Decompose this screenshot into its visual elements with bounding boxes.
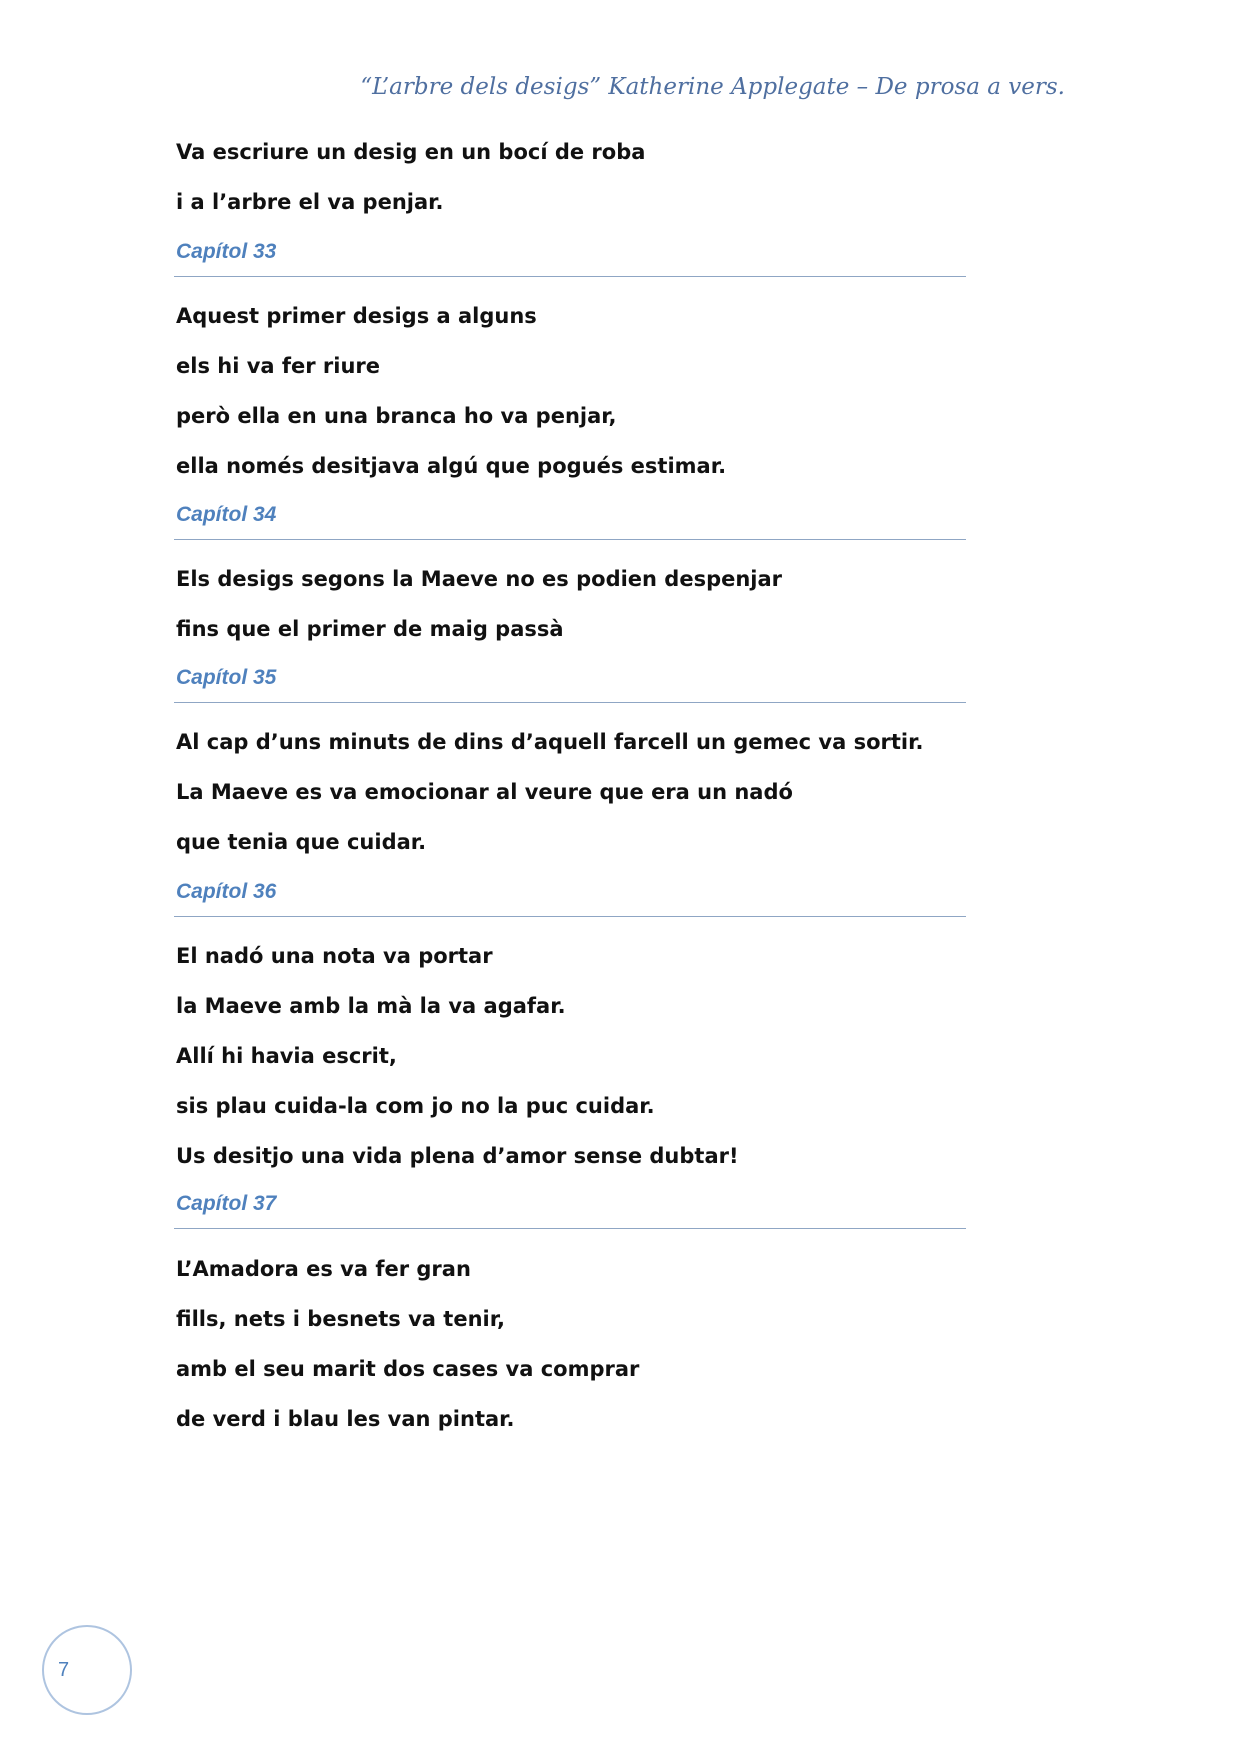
chapter-divider [174, 916, 966, 917]
verse-line: que tenia que cuidar. [176, 830, 427, 854]
chapter-heading [176, 503, 964, 527]
verse-line: L’Amadora es va fer gran [176, 1257, 471, 1281]
chapter-title: Capítol 34 [176, 503, 277, 526]
chapter-heading [176, 1192, 964, 1216]
verse-line: Us desitjo una vida plena d’amor sense dubtar! [176, 1144, 739, 1168]
verse-line: Va escriure un desig en un bocí de roba [176, 140, 646, 164]
verse-line: de verd i blau les van pintar. [176, 1407, 515, 1431]
chapter-divider [174, 539, 966, 540]
verse-line: El nadó una nota va portar [176, 944, 493, 968]
chapter-title: Capítol 36 [176, 880, 277, 903]
verse-line: fills, nets i besnets va tenir, [176, 1307, 505, 1331]
verse-line: sis plau cuida-la com jo no la puc cuidar. [176, 1094, 655, 1118]
chapter-heading [176, 880, 964, 904]
verse-line: amb el seu marit dos cases va comprar [176, 1357, 640, 1381]
verse-line: Allí hi havia escrit, [176, 1044, 397, 1068]
page-number-badge [42, 1625, 132, 1715]
chapter-title: Capítol 35 [176, 666, 277, 689]
verse-line: ella només desitjava algú que pogués estimar. [176, 454, 727, 478]
chapter-divider [174, 1228, 966, 1229]
running-header: “L’arbre dels desigs” Katherine Applegate – De prosa a vers. [360, 74, 1065, 100]
chapter-heading [176, 240, 964, 264]
verse-line: Al cap d’uns minuts de dins d’aquell farcell un gemec va sortir. [176, 730, 924, 754]
verse-line: fins que el primer de maig passà [176, 617, 564, 641]
verse-line: els hi va fer riure [176, 354, 381, 378]
chapter-divider [174, 702, 966, 703]
verse-line: Els desigs segons la Maeve no es podien despenjar [176, 567, 783, 591]
page-number: 7 [58, 1659, 70, 1681]
verse-line: però ella en una branca ho va penjar, [176, 404, 617, 428]
verse-line: i a l’arbre el va penjar. [176, 190, 444, 214]
chapter-divider [174, 276, 966, 277]
chapter-title: Capítol 37 [176, 1192, 277, 1215]
verse-line: la Maeve amb la mà la va agafar. [176, 994, 566, 1018]
chapter-heading [176, 666, 964, 690]
verse-line: Aquest primer desigs a alguns [176, 304, 537, 328]
chapter-title: Capítol 33 [176, 240, 277, 263]
verse-line: La Maeve es va emocionar al veure que era un nadó [176, 780, 793, 804]
